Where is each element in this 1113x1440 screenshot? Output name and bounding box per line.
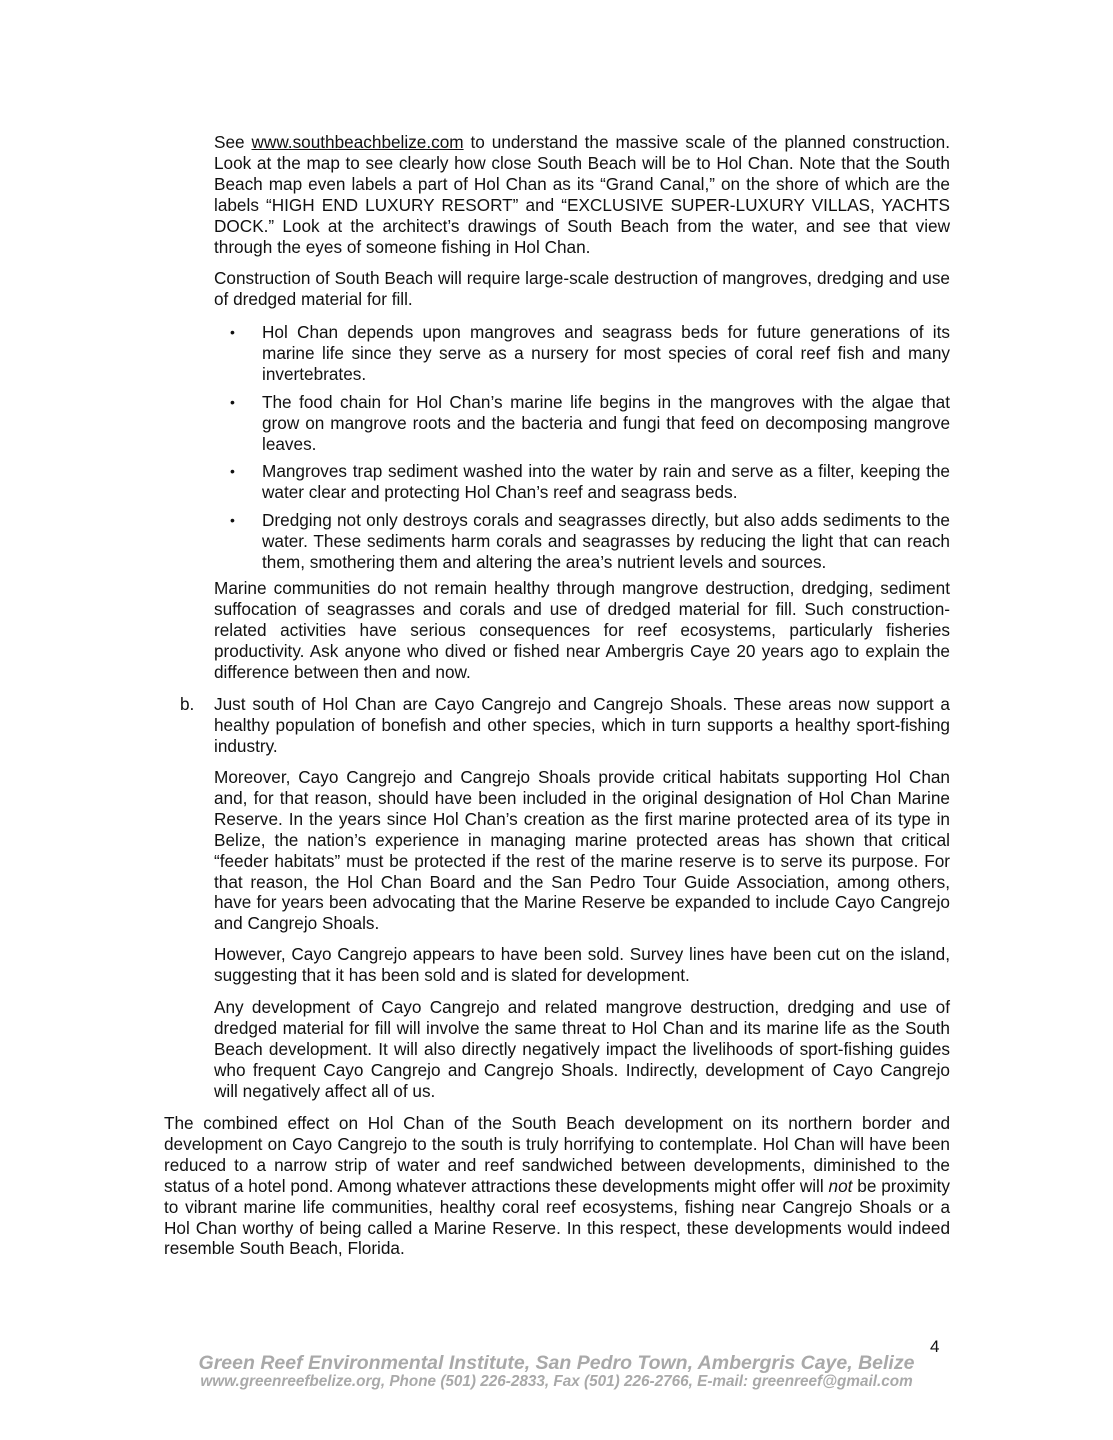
paragraph-cayo-cangrejo-intro: Just south of Hol Chan are Cayo Cangrejo and Cangrejo Shoals. These areas now support a healthy population of bonefish and other species, which in turn supports a healthy sport-fishing industry. [214, 694, 950, 756]
paragraph-however: However, Cayo Cangrejo appears to have been sold. Survey lines have been cut on the island, suggesting that it has been sold and is slated for development. [214, 944, 950, 985]
page-number: 4 [930, 1337, 940, 1356]
paragraph-marine-communities: Marine communities do not remain healthy through mangrove destruction, dredging, sediment suffocation of seagrasses and corals and use of dredged material for fill. Such construction-related activities have serious consequences for reef ecosystems, particularly fisheries productivity. Ask anyone who dived or fished near Ambergris Caye 20 years ago to explain the difference between then and now. [214, 578, 950, 682]
footer-organization: Green Reef Environmental Institute, San Pedro Town, Ambergris Caye, Belize [198, 1352, 915, 1374]
bullet-item-sediment-filter: Mangroves trap sediment washed into the water by rain and serve as a filter, keeping the water clear and protecting Hol Chan’s reef and seagrass beds. [262, 461, 950, 502]
combined-effect-text: The combined effect on Hol Chan of the South Beach development on its northern border and development on Cayo Cangrejo to the south is truly horrifying to contemplate. Hol Chan will have been reduced to a narrow strip of water and reef sandwiched between developments, diminished to the status of a hotel pond. Among whatever attractions these developments might offer will [164, 1113, 950, 1196]
see-text: See [214, 132, 252, 152]
combined-effect-text-end: be proximity to vibrant marine life communities, healthy coral reef ecosystems, fishing near Cangrejo Shoals or a Hol Chan worthy of being called a Marine Reserve. In this respect, these developments would indeed resemble South Beach, Florida. [164, 1175, 950, 1259]
paragraph-south-beach-website [214, 132, 950, 257]
paragraph-any-development: Any development of Cayo Cangrejo and related mangrove destruction, dredging and use of dredged material for fill will involve the same threat to Hol Chan and its marine life as the South Beach development. It will also directly negatively impact the livelihoods of sport-fishing guides who frequent Cayo Cangrejo and Cangrejo Shoals. Indirectly, development of Cayo Cangrejo will negatively affect all of us. [214, 997, 950, 1101]
paragraph-moreover: Moreover, Cayo Cangrejo and Cangrejo Shoals provide critical habitats supporting Hol Chan and, for that reason, should have been included in the original designation of Hol Chan Marine Reserve. In the years since Hol Chan’s creation as the first marine protected area of its type in Belize, the nation’s experience in managing marine protected areas has shown that critical “feeder habitats” must be protected if the rest of the marine reserve is to serve its purpose. For that reason, the Hol Chan Board and the San Pedro Tour Guide Association, among others, have for years been advocating that the Marine Reserve be expanded to include Cayo Cangrejo and Cangrejo Shoals. [214, 767, 950, 934]
bullet-symbol: • [230, 463, 235, 479]
bullet-symbol: • [230, 394, 235, 410]
southbeach-website-link[interactable]: www.southbeachbelize.com [251, 132, 464, 152]
bullet-symbol: • [230, 512, 235, 528]
bullet-item-dredging: Dredging not only destroys corals and seagrasses directly, but also adds sediments to the water. These sediments harm corals and seagrasses by reducing the light that can reach them, smothering them and altering the area’s nutrient levels and sources. [262, 510, 950, 572]
paragraph-construction: Construction of South Beach will require large-scale destruction of mangroves, dredging and use of dredged material for fill. [214, 268, 950, 309]
south-beach-description: to understand the massive scale of the planned construction. Look at the map to see clearly how close South Beach will be to Hol Chan. Note that the South Beach map even labels a part of Hol Chan as its “Grand Canal,” on the shore of which are the labels “HIGH END LUXURY RESORT” and “EXCLUSIVE SUPER-LUXURY VILLAS, YACHTS DOCK.” Look at the architect’s drawings of South Beach from the water, and see that view through the eyes of someone fishing in Hol Chan. [214, 132, 950, 257]
paragraph-combined-effect [164, 1113, 950, 1259]
emphasis-not: not [828, 1175, 853, 1196]
bullet-item-nursery: Hol Chan depends upon mangroves and seagrass beds for future generations of its marine life since they serve as a nursery for most species of coral reef fish and many invertebrates. [262, 322, 950, 384]
list-letter-b: b. [180, 694, 195, 714]
bullet-item-food-chain: The food chain for Hol Chan’s marine life begins in the mangroves with the algae that grow on mangrove roots and the bacteria and fungi that feed on decomposing mangrove leaves. [262, 392, 950, 454]
bullet-symbol: • [230, 324, 235, 340]
footer-contact: www.greenreefbelize.org, Phone (501) 226-2833, Fax (501) 226-2766, E-mail: greenreef@gmail.com [200, 1373, 913, 1390]
